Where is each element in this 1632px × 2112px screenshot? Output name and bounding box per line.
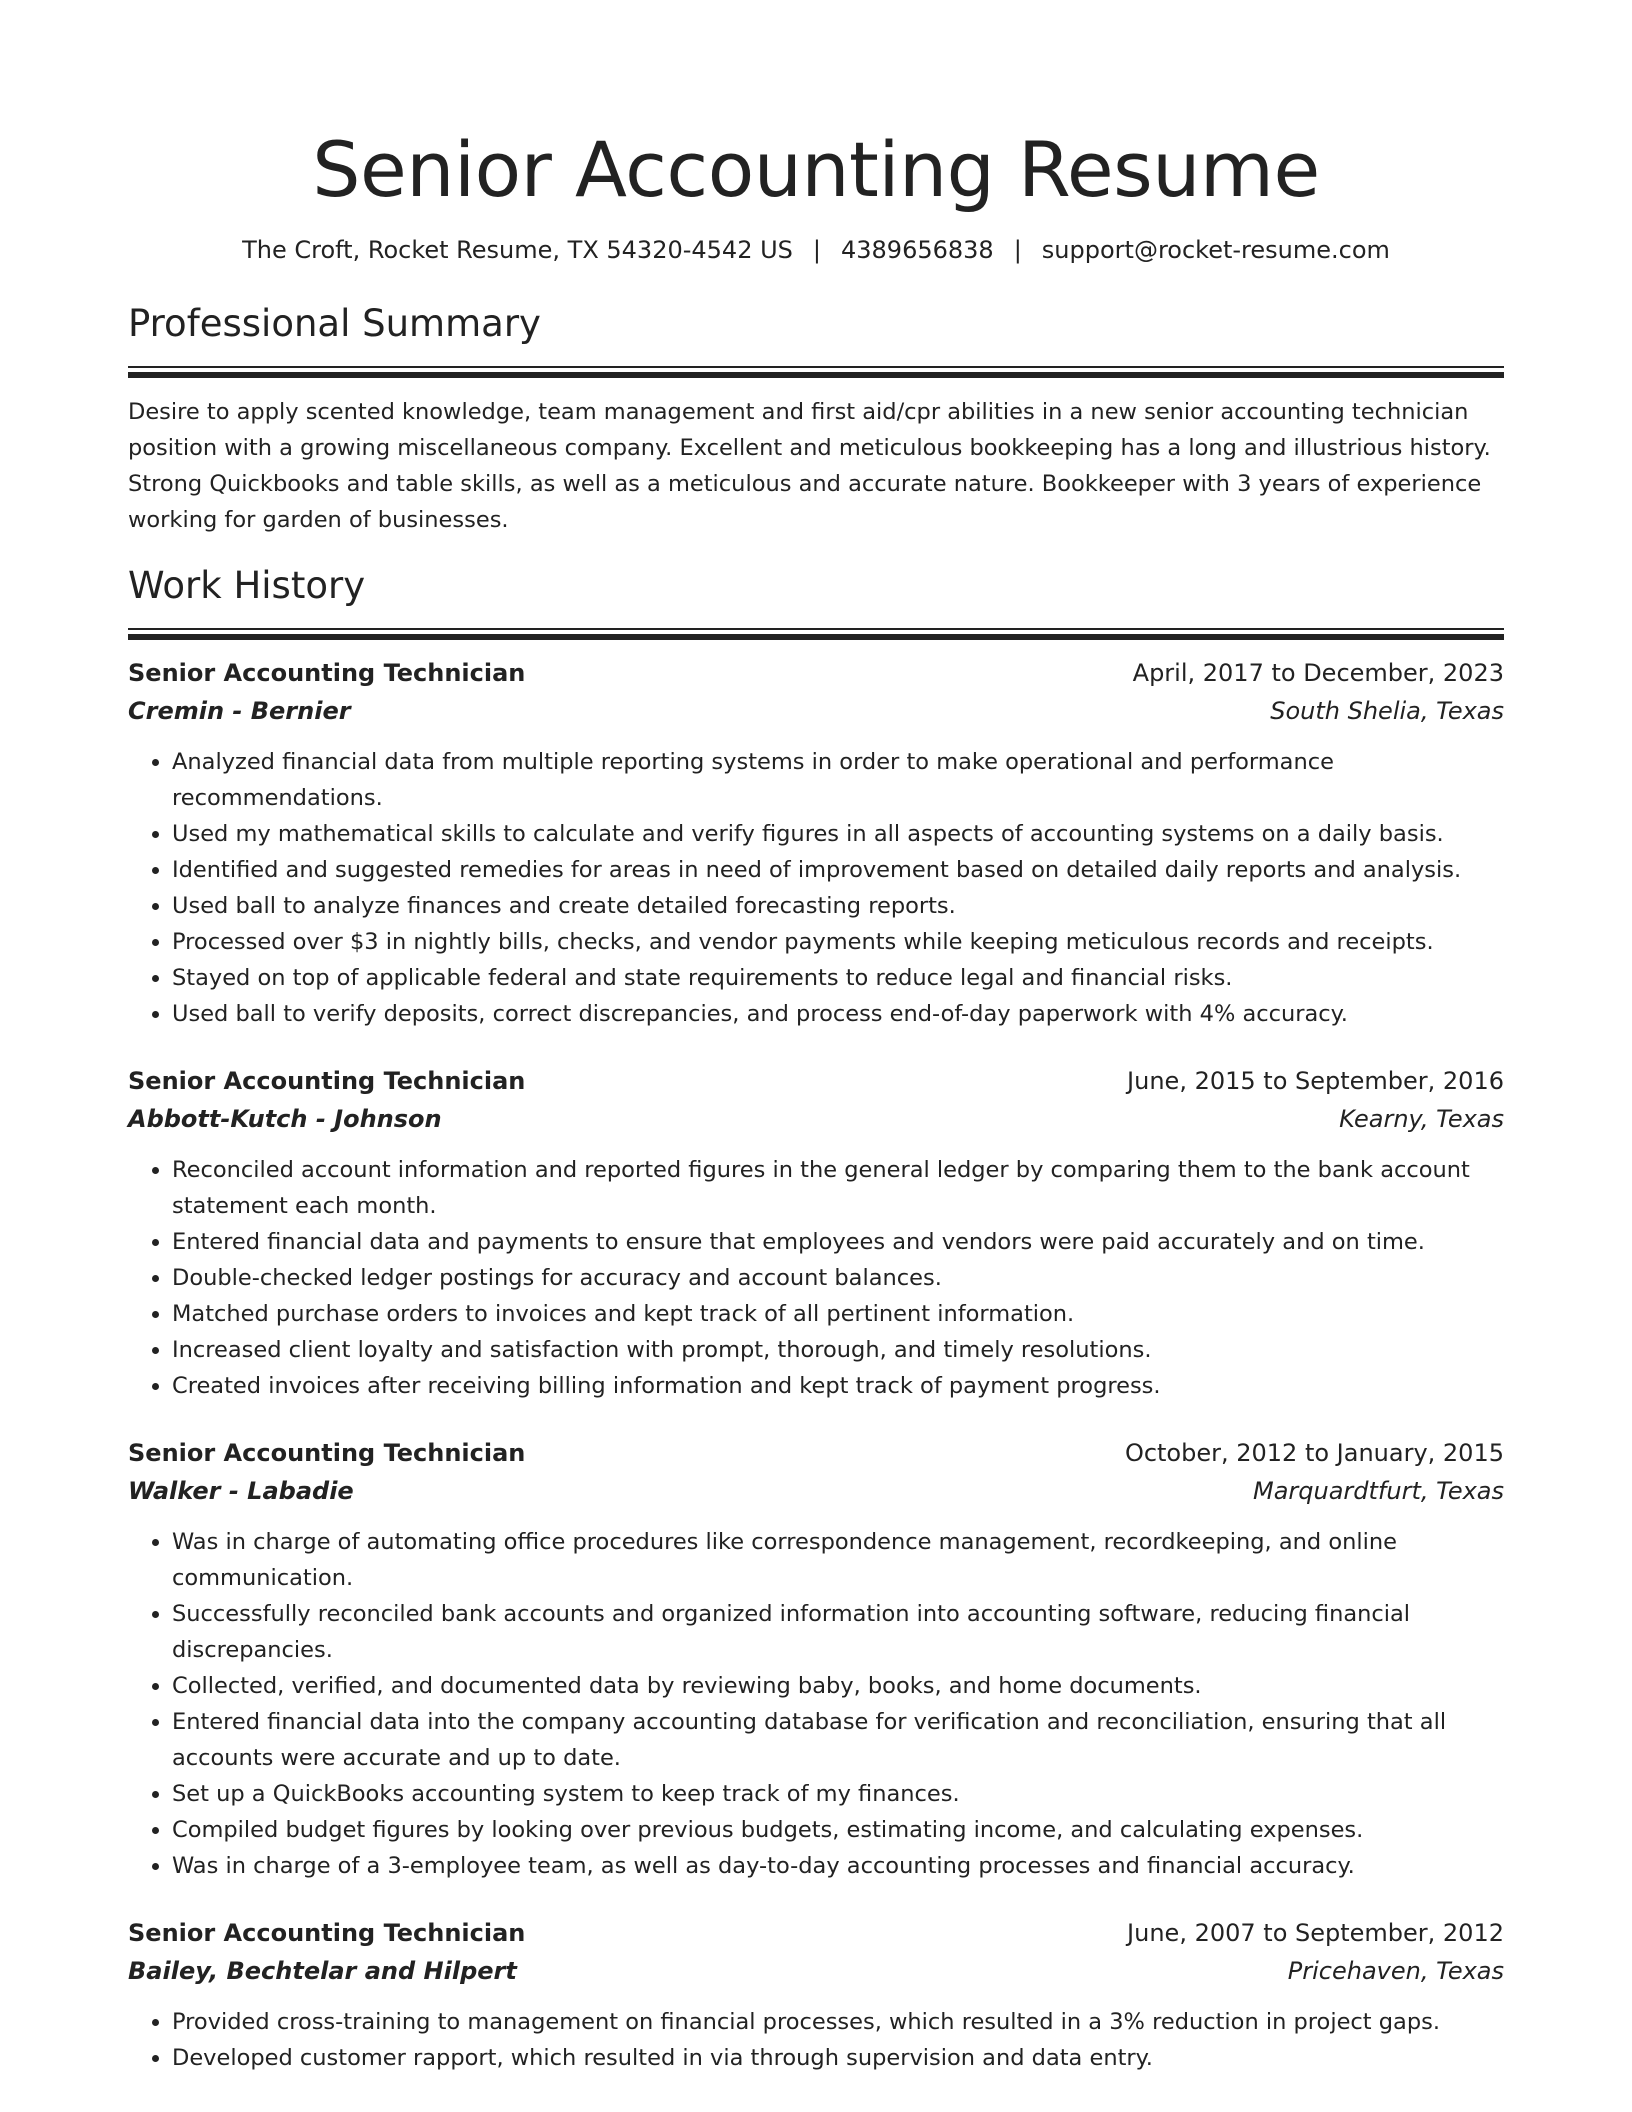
job-title: Senior Accounting Technician	[128, 1919, 526, 1947]
job-bullet: • Was in charge of a 3-employee team, as well as day-to-day accounting processes and financial accuracy.	[172, 1848, 1504, 1884]
job-header-row	[128, 1062, 1504, 1100]
job-bullet: • Compiled budget figures by looking over previous budgets, estimating income, and calculating expenses.	[172, 1812, 1504, 1848]
job-location: South Shelia, Texas	[1270, 697, 1504, 725]
job-location: Marquardtfurt, Texas	[1252, 1477, 1504, 1505]
section-divider	[128, 628, 1504, 640]
job-company: Cremin - Bernier	[128, 697, 351, 725]
job-bullet: • Used ball to analyze finances and create detailed forecasting reports.	[172, 888, 1504, 924]
job-bullet: • Entered financial data and payments to ensure that employees and vendors were paid accurately and on time.	[172, 1224, 1504, 1260]
job-title: Senior Accounting Technician	[128, 659, 526, 687]
job-bullet: • Double-checked ledger postings for accuracy and account balances.	[172, 1260, 1504, 1296]
job-title: Senior Accounting Technician	[128, 1439, 526, 1467]
job-bullet: • Stayed on top of applicable federal and state requirements to reduce legal and financial risks.	[172, 960, 1504, 996]
job-entry	[128, 1434, 1504, 1884]
job-header-row	[128, 1434, 1504, 1472]
job-entry	[128, 654, 1504, 1032]
contact-line	[128, 234, 1504, 266]
section-heading-summary: Professional Summary	[128, 302, 541, 345]
job-bullet-list	[128, 1524, 1504, 1884]
job-header-row	[128, 654, 1504, 692]
job-dates: April, 2017 to December, 2023	[1132, 659, 1504, 687]
contact-separator: |	[812, 236, 821, 264]
job-bullet: • Matched purchase orders to invoices and kept track of all pertinent information.	[172, 1296, 1504, 1332]
job-bullet: • Collected, verified, and documented data by reviewing baby, books, and home documents.	[172, 1668, 1504, 1704]
summary-paragraph: Desire to apply scented knowledge, team management and first aid/cpr abilities in a new senior accounting technician position with a growing miscellaneous company. Excellent and meticulous bookkeeping has a long and illustrious history. Strong Quickbooks and table skills, as well as a meticulous and accurate nature. Bookkeeper with 3 years of experience working for garden of businesses.	[128, 399, 1491, 533]
job-bullet-list	[128, 2004, 1504, 2076]
job-bullet: • Developed customer rapport, which resulted in via through supervision and data entry.	[172, 2040, 1504, 2076]
job-bullet: • Created invoices after receiving billing information and kept track of payment progress.	[172, 1368, 1504, 1404]
job-bullet: • Entered financial data into the company accounting database for verification and reconciliation, ensuring that all accounts were accurate and up to date.	[172, 1704, 1504, 1776]
job-company: Bailey, Bechtelar and Hilpert	[128, 1957, 517, 1985]
job-company-row	[128, 1952, 1504, 1990]
contact-email: support@rocket-resume.com	[1041, 236, 1390, 264]
contact-separator: |	[1013, 236, 1022, 264]
job-dates: June, 2007 to September, 2012	[1127, 1919, 1504, 1947]
job-bullet: • Increased client loyalty and satisfaction with prompt, thorough, and timely resolutions.	[172, 1332, 1504, 1368]
job-bullet: • Reconciled account information and reported figures in the general ledger by comparing them to the bank account statement each month.	[172, 1152, 1504, 1224]
job-bullet: • Analyzed financial data from multiple reporting systems in order to make operational and performance recommendations.	[172, 744, 1504, 816]
resume-page	[128, 0, 1504, 2076]
job-bullet: • Processed over $3 in nightly bills, checks, and vendor payments while keeping meticulous records and receipts.	[172, 924, 1504, 960]
job-dates: June, 2015 to September, 2016	[1127, 1067, 1504, 1095]
job-company-row	[128, 692, 1504, 730]
work-history-section	[128, 562, 1504, 2076]
job-entry	[128, 1914, 1504, 2076]
job-bullet: • Used ball to verify deposits, correct discrepancies, and process end-of-day paperwork with 4% accuracy.	[172, 996, 1504, 1032]
job-header-row	[128, 1914, 1504, 1952]
job-dates: October, 2012 to January, 2015	[1124, 1439, 1504, 1467]
section-heading-work-history: Work History	[128, 564, 366, 607]
section-divider	[128, 366, 1504, 378]
job-bullet: • Was in charge of automating office procedures like correspondence management, recordkeeping, and online communication.	[172, 1524, 1504, 1596]
contact-address: The Croft, Rocket Resume, TX 54320-4542 US	[242, 236, 793, 264]
job-location: Kearny, Texas	[1339, 1105, 1504, 1133]
contact-phone: 4389656838	[841, 236, 994, 264]
job-bullet: • Identified and suggested remedies for areas in need of improvement based on detailed daily reports and analysis.	[172, 852, 1504, 888]
job-bullet: • Used my mathematical skills to calculate and verify figures in all aspects of accounting systems on a daily basis.	[172, 816, 1504, 852]
job-bullet-list	[128, 1152, 1504, 1404]
job-bullet: • Set up a QuickBooks accounting system to keep track of my finances.	[172, 1776, 1504, 1812]
resume-title: Senior Accounting Resume	[312, 125, 1320, 214]
job-location: Pricehaven, Texas	[1287, 1957, 1504, 1985]
job-company: Abbott-Kutch - Johnson	[128, 1105, 442, 1133]
job-entry	[128, 1062, 1504, 1404]
job-bullet: • Successfully reconciled bank accounts and organized information into accounting software, reducing financial discrepancies.	[172, 1596, 1504, 1668]
job-company-row	[128, 1100, 1504, 1138]
job-bullet: • Provided cross-training to management on financial processes, which resulted in a 3% reduction in project gaps.	[172, 2004, 1504, 2040]
job-bullet-list	[128, 744, 1504, 1032]
professional-summary-section	[128, 300, 1504, 538]
job-company: Walker - Labadie	[128, 1477, 354, 1505]
job-company-row	[128, 1472, 1504, 1510]
job-title: Senior Accounting Technician	[128, 1067, 526, 1095]
